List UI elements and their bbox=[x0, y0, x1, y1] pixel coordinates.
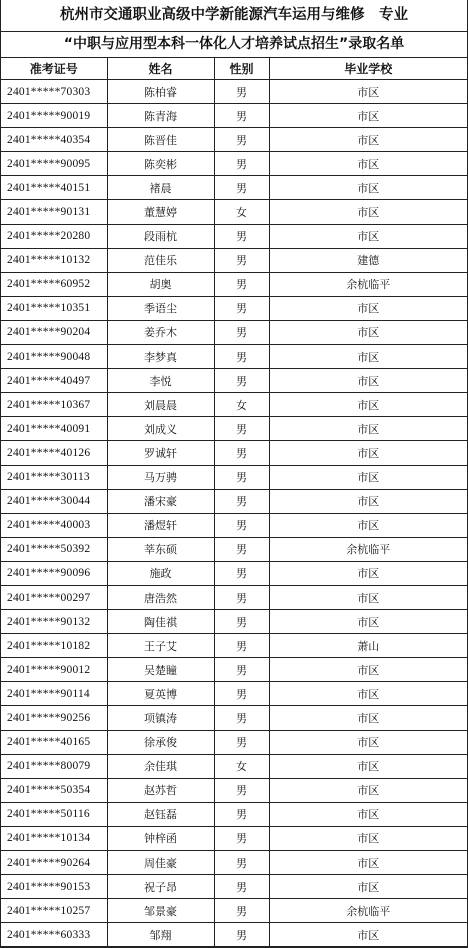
exam-id-cell: 2401*****20280 bbox=[1, 224, 107, 248]
school-cell: 市区 bbox=[269, 345, 467, 369]
exam-id-cell: 2401*****30113 bbox=[1, 465, 107, 489]
header-name: 姓名 bbox=[107, 58, 214, 80]
school-cell: 萧山 bbox=[269, 634, 467, 658]
school-cell: 市区 bbox=[269, 320, 467, 344]
gender-cell: 男 bbox=[214, 369, 269, 393]
table-row bbox=[1, 875, 467, 899]
exam-id-cell: 2401*****90048 bbox=[1, 345, 107, 369]
school-cell: 市区 bbox=[269, 465, 467, 489]
name-cell: 罗诚轩 bbox=[107, 441, 214, 465]
school-cell: 市区 bbox=[269, 224, 467, 248]
school-cell: 市区 bbox=[269, 658, 467, 682]
name-cell: 姜乔木 bbox=[107, 320, 214, 344]
gender-cell: 男 bbox=[214, 730, 269, 754]
school-cell: 市区 bbox=[269, 851, 467, 875]
name-cell: 陈奕彬 bbox=[107, 152, 214, 176]
name-cell: 祝子昂 bbox=[107, 875, 214, 899]
name-cell: 刘晨晨 bbox=[107, 393, 214, 417]
gender-cell: 男 bbox=[214, 345, 269, 369]
table-row bbox=[1, 899, 467, 923]
header-exam-id: 准考证号 bbox=[1, 58, 107, 80]
table-row bbox=[1, 610, 467, 634]
table-row bbox=[1, 369, 467, 393]
gender-cell: 男 bbox=[214, 80, 269, 104]
table-row bbox=[1, 441, 467, 465]
name-cell: 余佳琪 bbox=[107, 754, 214, 778]
name-cell: 邹景豪 bbox=[107, 899, 214, 923]
exam-id-cell: 2401*****10367 bbox=[1, 393, 107, 417]
name-cell: 施政 bbox=[107, 561, 214, 585]
table-row bbox=[1, 128, 467, 152]
school-cell: 市区 bbox=[269, 778, 467, 802]
name-cell: 马万骋 bbox=[107, 465, 214, 489]
exam-id-cell: 2401*****90012 bbox=[1, 658, 107, 682]
table-row bbox=[1, 923, 467, 947]
name-cell: 徐承俊 bbox=[107, 730, 214, 754]
name-cell: 陈柏睿 bbox=[107, 80, 214, 104]
exam-id-cell: 2401*****50392 bbox=[1, 537, 107, 561]
table-row bbox=[1, 561, 467, 585]
school-cell: 市区 bbox=[269, 128, 467, 152]
page-title: 杭州市交通职业高级中学新能源汽车运用与维修 专业 bbox=[1, 0, 467, 32]
school-cell: 市区 bbox=[269, 754, 467, 778]
exam-id-cell: 2401*****40091 bbox=[1, 417, 107, 441]
exam-id-cell: 2401*****40003 bbox=[1, 513, 107, 537]
gender-cell: 男 bbox=[214, 224, 269, 248]
table-row bbox=[1, 537, 467, 561]
table-row bbox=[1, 200, 467, 224]
table-row bbox=[1, 634, 467, 658]
table-row bbox=[1, 730, 467, 754]
gender-cell: 女 bbox=[214, 393, 269, 417]
name-cell: 段雨杭 bbox=[107, 224, 214, 248]
gender-cell: 男 bbox=[214, 465, 269, 489]
school-cell: 建德 bbox=[269, 248, 467, 272]
school-cell: 市区 bbox=[269, 393, 467, 417]
exam-id-cell: 2401*****40497 bbox=[1, 369, 107, 393]
gender-cell: 男 bbox=[214, 513, 269, 537]
exam-id-cell: 2401*****10351 bbox=[1, 296, 107, 320]
table-row bbox=[1, 272, 467, 296]
name-cell: 陶佳祺 bbox=[107, 610, 214, 634]
school-cell: 市区 bbox=[269, 826, 467, 850]
table-row bbox=[1, 706, 467, 730]
school-cell: 市区 bbox=[269, 369, 467, 393]
table-row bbox=[1, 585, 467, 609]
table-row bbox=[1, 393, 467, 417]
exam-id-cell: 2401*****90264 bbox=[1, 851, 107, 875]
exam-id-cell: 2401*****90019 bbox=[1, 104, 107, 128]
header-school: 毕业学校 bbox=[269, 58, 467, 80]
table-row bbox=[1, 224, 467, 248]
page-subtitle: “中职与应用型本科一体化人才培养试点招生”录取名单 bbox=[1, 32, 467, 58]
exam-id-cell: 2401*****40151 bbox=[1, 176, 107, 200]
gender-cell: 男 bbox=[214, 104, 269, 128]
table-row bbox=[1, 754, 467, 778]
exam-id-cell: 2401*****90131 bbox=[1, 200, 107, 224]
name-cell: 陈青海 bbox=[107, 104, 214, 128]
exam-id-cell: 2401*****90096 bbox=[1, 561, 107, 585]
table-row bbox=[1, 320, 467, 344]
gender-cell: 男 bbox=[214, 128, 269, 152]
gender-cell: 男 bbox=[214, 802, 269, 826]
table-row bbox=[1, 658, 467, 682]
name-cell: 潘煜轩 bbox=[107, 513, 214, 537]
name-cell: 赵钰磊 bbox=[107, 802, 214, 826]
gender-cell: 男 bbox=[214, 176, 269, 200]
school-cell: 市区 bbox=[269, 610, 467, 634]
name-cell: 周佳豪 bbox=[107, 851, 214, 875]
table-row bbox=[1, 851, 467, 875]
gender-cell: 男 bbox=[214, 706, 269, 730]
exam-id-cell: 2401*****40354 bbox=[1, 128, 107, 152]
gender-cell: 男 bbox=[214, 875, 269, 899]
name-cell: 李悦 bbox=[107, 369, 214, 393]
gender-cell: 男 bbox=[214, 610, 269, 634]
gender-cell: 男 bbox=[214, 248, 269, 272]
school-cell: 余杭临平 bbox=[269, 272, 467, 296]
gender-cell: 男 bbox=[214, 851, 269, 875]
exam-id-cell: 2401*****10182 bbox=[1, 634, 107, 658]
school-cell: 市区 bbox=[269, 296, 467, 320]
name-cell: 陈晋佳 bbox=[107, 128, 214, 152]
exam-id-cell: 2401*****50354 bbox=[1, 778, 107, 802]
table-row bbox=[1, 248, 467, 272]
school-cell: 余杭临平 bbox=[269, 537, 467, 561]
exam-id-cell: 2401*****00297 bbox=[1, 585, 107, 609]
exam-id-cell: 2401*****90114 bbox=[1, 682, 107, 706]
school-cell: 市区 bbox=[269, 104, 467, 128]
school-cell: 市区 bbox=[269, 489, 467, 513]
exam-id-cell: 2401*****30044 bbox=[1, 489, 107, 513]
exam-id-cell: 2401*****90204 bbox=[1, 320, 107, 344]
exam-id-cell: 2401*****10257 bbox=[1, 899, 107, 923]
school-cell: 市区 bbox=[269, 875, 467, 899]
gender-cell: 男 bbox=[214, 489, 269, 513]
name-cell: 刘成义 bbox=[107, 417, 214, 441]
table-row bbox=[1, 465, 467, 489]
gender-cell: 男 bbox=[214, 826, 269, 850]
name-cell: 潘宋豪 bbox=[107, 489, 214, 513]
school-cell: 市区 bbox=[269, 176, 467, 200]
table-row bbox=[1, 296, 467, 320]
name-cell: 莘东硕 bbox=[107, 537, 214, 561]
exam-id-cell: 2401*****10134 bbox=[1, 826, 107, 850]
gender-cell: 男 bbox=[214, 899, 269, 923]
gender-cell: 男 bbox=[214, 320, 269, 344]
school-cell: 市区 bbox=[269, 802, 467, 826]
gender-cell: 男 bbox=[214, 778, 269, 802]
gender-cell: 男 bbox=[214, 585, 269, 609]
name-cell: 吴楚瞳 bbox=[107, 658, 214, 682]
exam-id-cell: 2401*****80079 bbox=[1, 754, 107, 778]
school-cell: 市区 bbox=[269, 561, 467, 585]
exam-id-cell: 2401*****40165 bbox=[1, 730, 107, 754]
gender-cell: 男 bbox=[214, 152, 269, 176]
admission-table bbox=[1, 58, 467, 947]
exam-id-cell: 2401*****60333 bbox=[1, 923, 107, 947]
name-cell: 唐浩然 bbox=[107, 585, 214, 609]
exam-id-cell: 2401*****60952 bbox=[1, 272, 107, 296]
school-cell: 市区 bbox=[269, 80, 467, 104]
table-row bbox=[1, 104, 467, 128]
school-cell: 市区 bbox=[269, 585, 467, 609]
gender-cell: 男 bbox=[214, 634, 269, 658]
name-cell: 范佳乐 bbox=[107, 248, 214, 272]
table-row bbox=[1, 802, 467, 826]
gender-cell: 男 bbox=[214, 417, 269, 441]
school-cell: 市区 bbox=[269, 923, 467, 947]
exam-id-cell: 2401*****50116 bbox=[1, 802, 107, 826]
name-cell: 王子艾 bbox=[107, 634, 214, 658]
exam-id-cell: 2401*****90132 bbox=[1, 610, 107, 634]
school-cell: 市区 bbox=[269, 417, 467, 441]
gender-cell: 女 bbox=[214, 200, 269, 224]
table-row bbox=[1, 152, 467, 176]
school-cell: 市区 bbox=[269, 200, 467, 224]
school-cell: 市区 bbox=[269, 441, 467, 465]
table-row bbox=[1, 682, 467, 706]
table-row bbox=[1, 80, 467, 104]
table-row bbox=[1, 778, 467, 802]
gender-cell: 男 bbox=[214, 561, 269, 585]
school-cell: 市区 bbox=[269, 682, 467, 706]
gender-cell: 男 bbox=[214, 658, 269, 682]
name-cell: 胡奥 bbox=[107, 272, 214, 296]
name-cell: 季语尘 bbox=[107, 296, 214, 320]
school-cell: 市区 bbox=[269, 513, 467, 537]
table-row bbox=[1, 176, 467, 200]
name-cell: 邹翔 bbox=[107, 923, 214, 947]
exam-id-cell: 2401*****70303 bbox=[1, 80, 107, 104]
table-header-row bbox=[1, 58, 467, 80]
exam-id-cell: 2401*****90153 bbox=[1, 875, 107, 899]
name-cell: 褚晨 bbox=[107, 176, 214, 200]
gender-cell: 男 bbox=[214, 272, 269, 296]
school-cell: 余杭临平 bbox=[269, 899, 467, 923]
school-cell: 市区 bbox=[269, 730, 467, 754]
exam-id-cell: 2401*****40126 bbox=[1, 441, 107, 465]
name-cell: 赵苏哲 bbox=[107, 778, 214, 802]
name-cell: 项镇涛 bbox=[107, 706, 214, 730]
exam-id-cell: 2401*****90256 bbox=[1, 706, 107, 730]
table-row bbox=[1, 489, 467, 513]
school-cell: 市区 bbox=[269, 706, 467, 730]
header-gender: 性别 bbox=[214, 58, 269, 80]
table-row bbox=[1, 345, 467, 369]
exam-id-cell: 2401*****90095 bbox=[1, 152, 107, 176]
table-row bbox=[1, 513, 467, 537]
name-cell: 李梦真 bbox=[107, 345, 214, 369]
gender-cell: 男 bbox=[214, 682, 269, 706]
gender-cell: 女 bbox=[214, 754, 269, 778]
name-cell: 夏英博 bbox=[107, 682, 214, 706]
name-cell: 钟梓函 bbox=[107, 826, 214, 850]
gender-cell: 男 bbox=[214, 296, 269, 320]
school-cell: 市区 bbox=[269, 152, 467, 176]
gender-cell: 男 bbox=[214, 923, 269, 947]
name-cell: 董慧婷 bbox=[107, 200, 214, 224]
exam-id-cell: 2401*****10132 bbox=[1, 248, 107, 272]
table-row bbox=[1, 826, 467, 850]
gender-cell: 男 bbox=[214, 441, 269, 465]
gender-cell: 男 bbox=[214, 537, 269, 561]
table-row bbox=[1, 417, 467, 441]
